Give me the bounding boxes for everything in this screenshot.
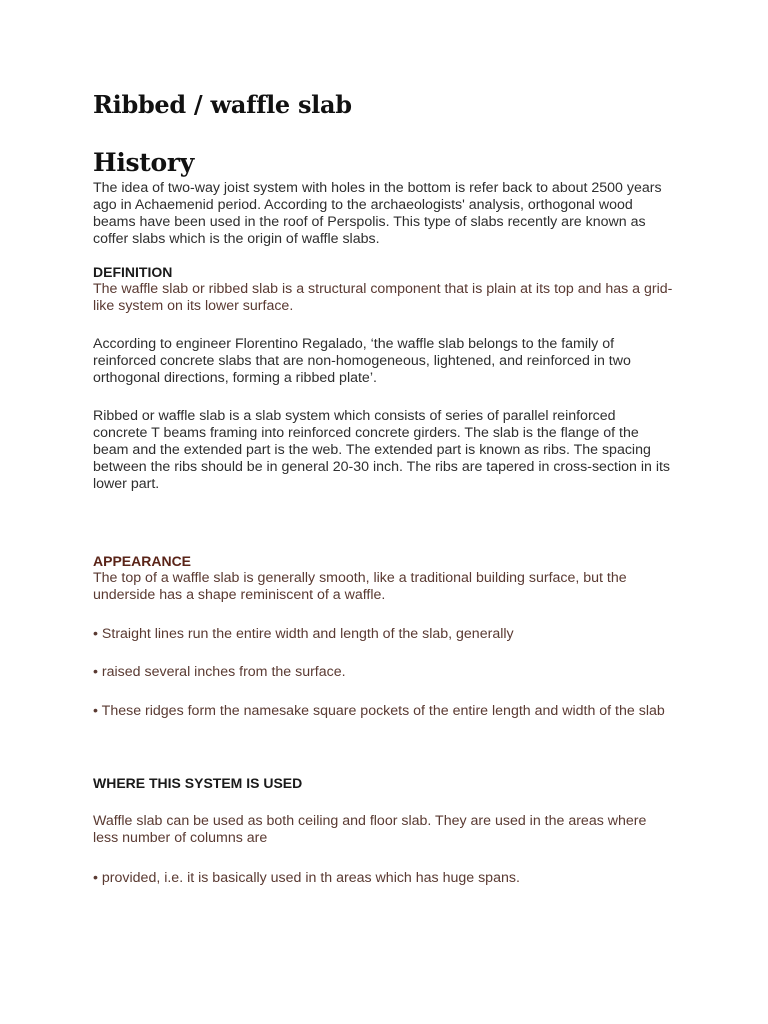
appearance-bullet-2: • raised several inches from the surface.	[93, 664, 346, 680]
regalado-quote-paragraph: According to engineer Florentino Regalado, ‘the waffle slab belongs to the family of reinforced concrete slabs that are non-homogeneous, lightened, and reinforced in two orthogonal directions, forming a ribbed plate’.	[93, 336, 631, 386]
history-heading: History	[93, 148, 195, 177]
definition-heading: DEFINITION	[93, 264, 173, 280]
usage-paragraph: Waffle slab can be used as both ceiling and floor slab. They are used in the areas where less number of columns are	[93, 813, 647, 846]
appearance-bullet-1: • Straight lines run the entire width and length of the slab, generally	[93, 626, 514, 642]
appearance-bullet-3: • These ridges form the namesake square pockets of the entire length and width of the slab	[93, 703, 665, 719]
usage-bullet: • provided, i.e. it is basically used in th areas which has huge spans.	[93, 870, 520, 886]
document-page	[93, 0, 678, 1024]
appearance-heading: APPEARANCE	[93, 553, 192, 569]
definition-paragraph: The waffle slab or ribbed slab is a structural component that is plain at its top and has a grid-like system on its lower surface.	[93, 281, 673, 314]
usage-heading: WHERE THIS SYSTEM IS USED	[93, 775, 303, 791]
ribbed-slab-description-paragraph: Ribbed or waffle slab is a slab system which consists of series of parallel reinforced concrete T beams framing into reinforced concrete girders. The slab is the flange of the beam and the extended part is the web. The extended part is known as ribs. The spacing between the ribs should be in general 20-30 inch. The ribs are tapered in cross-section in its lower part.	[93, 408, 671, 492]
document-title: Ribbed / waffle slab	[93, 90, 352, 119]
appearance-paragraph: The top of a waffle slab is generally smooth, like a traditional building surface, but the underside has a shape reminiscent of a waffle.	[93, 570, 627, 603]
history-paragraph: The idea of two-way joist system with holes in the bottom is refer back to about 2500 years ago in Achaemenid period. According to the archaeologists' analysis, orthogonal wood beams have been used in the roof of Perspolis. This type of slabs recently are known as coffer slabs which is the origin of waffle slabs.	[93, 180, 662, 247]
